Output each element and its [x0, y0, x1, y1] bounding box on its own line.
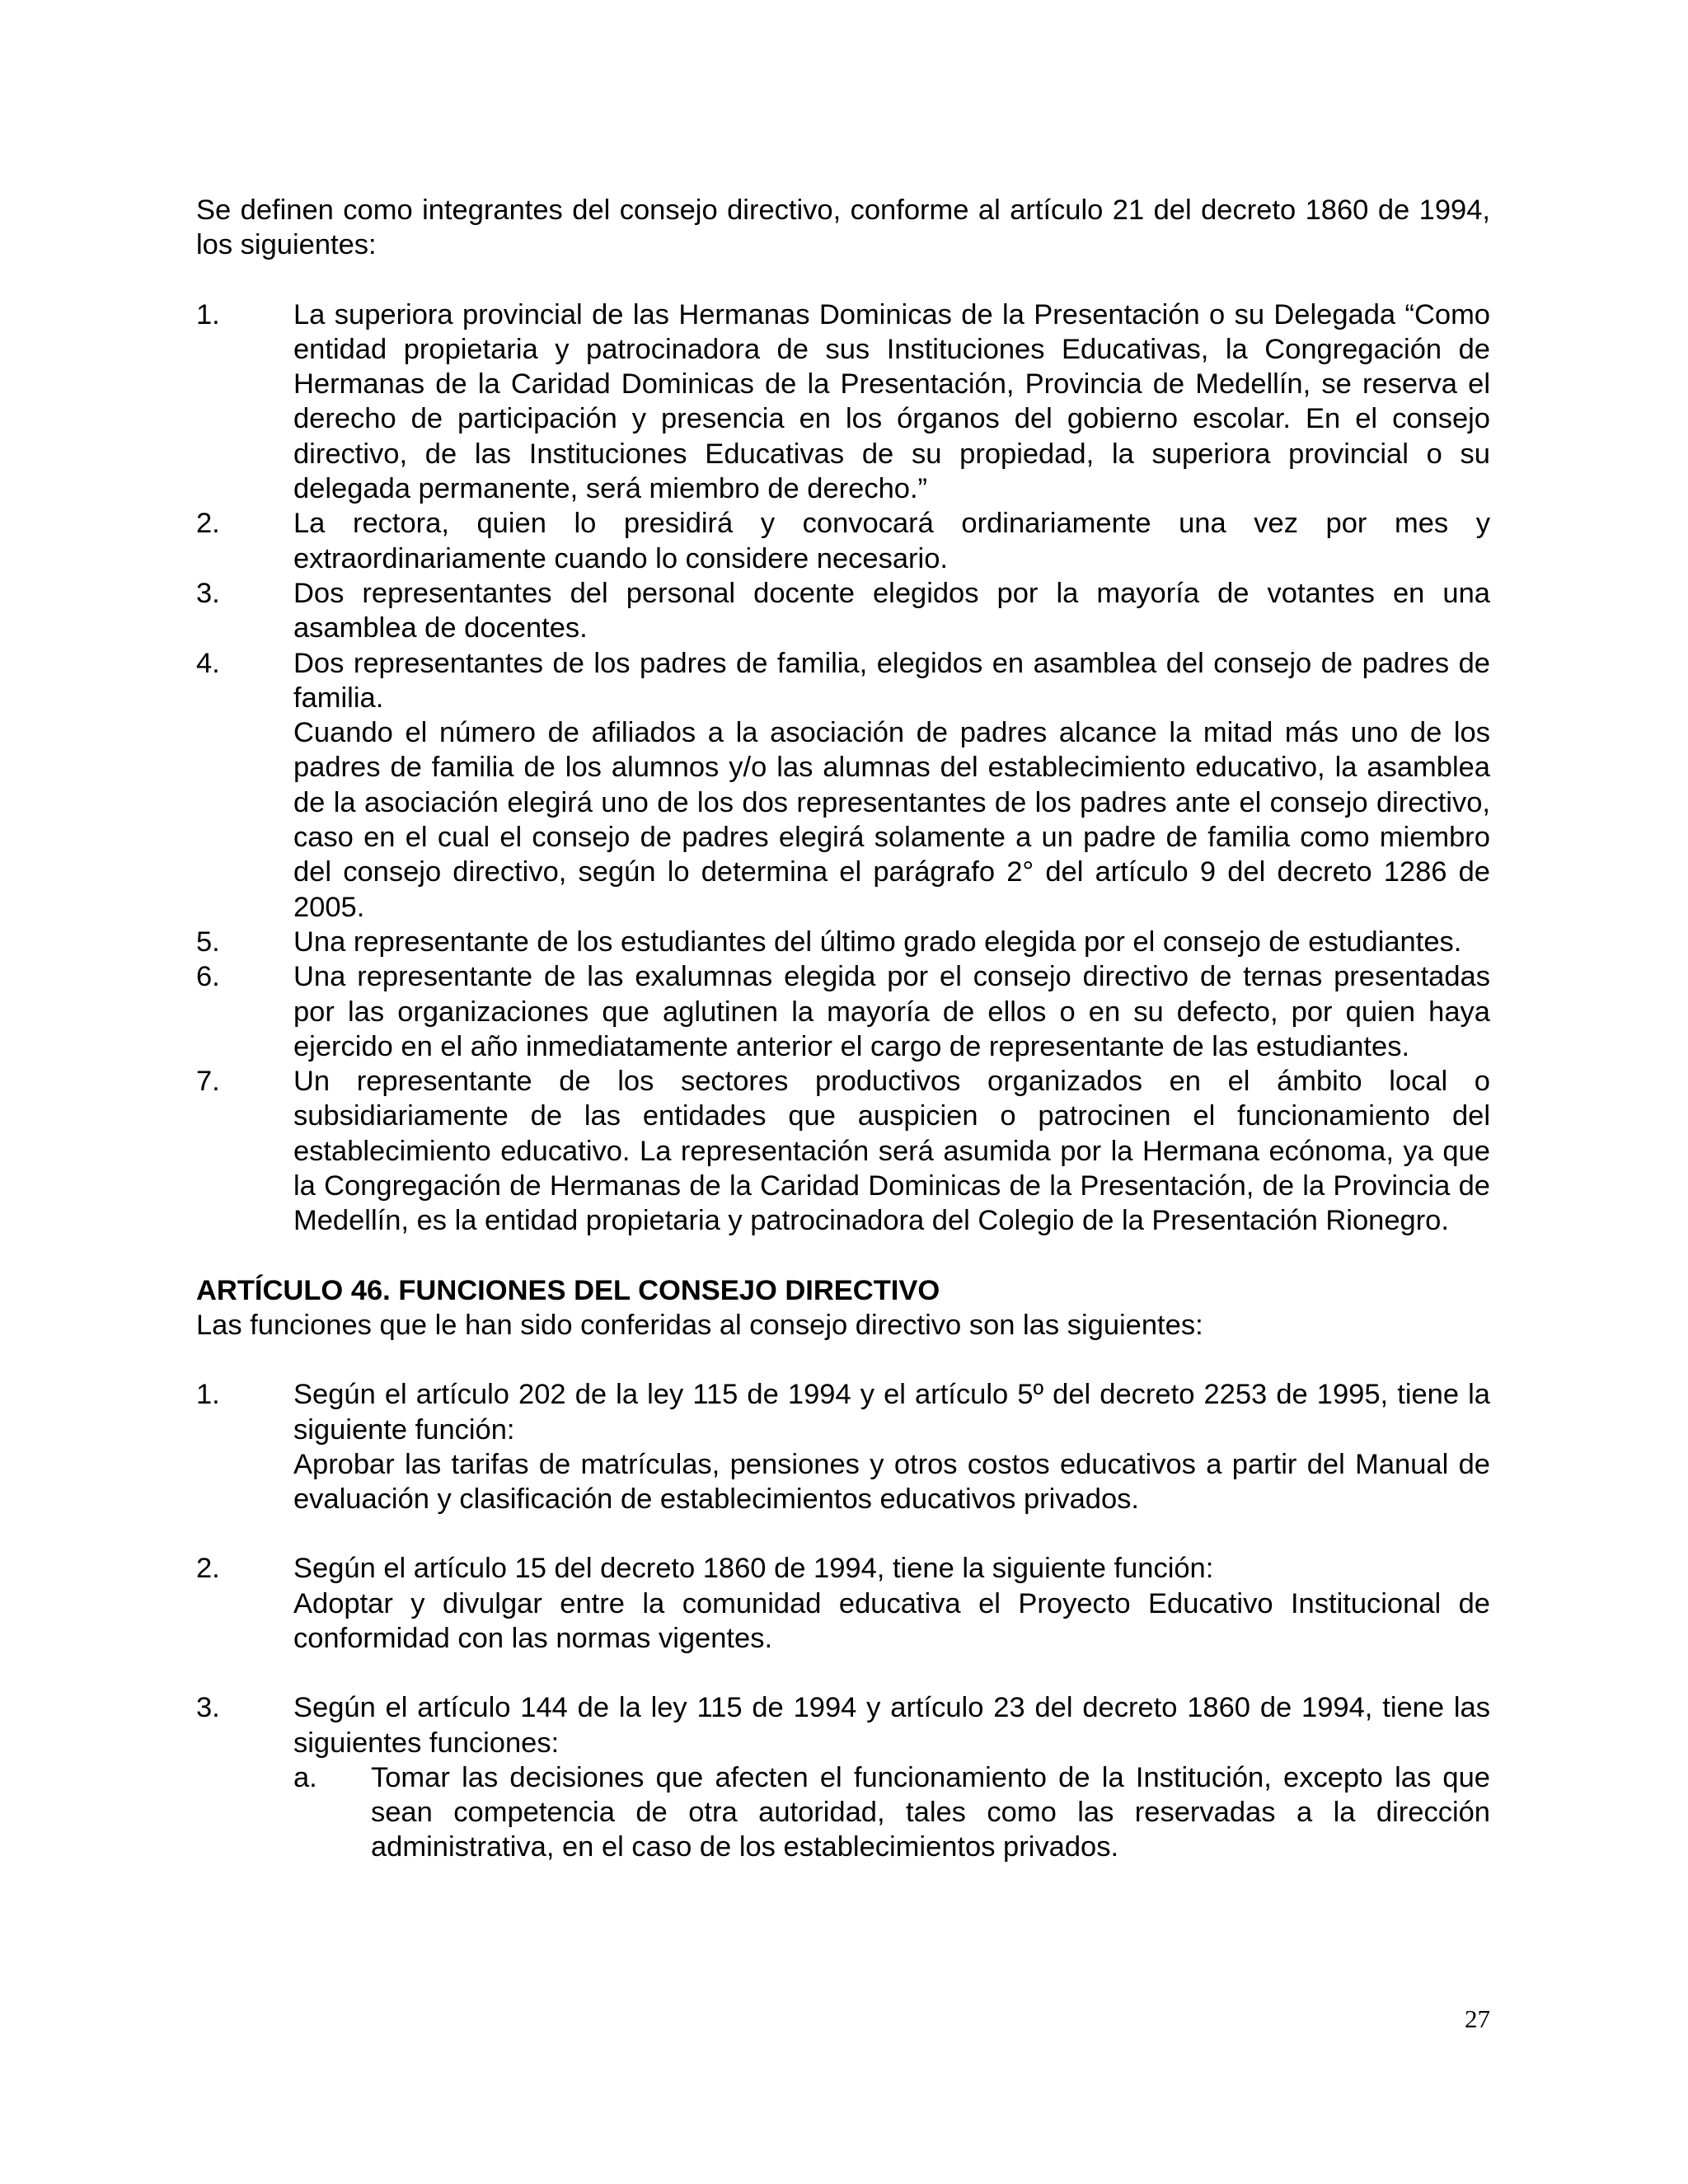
sub-list-letter: a. [293, 1761, 317, 1793]
article-intro: Las funciones que le han sido conferidas al consejo directivo son las siguientes: [196, 1309, 1203, 1341]
list-number: 2. [196, 508, 220, 540]
sub-list-item [293, 1760, 1490, 1865]
list-number: 1. [196, 298, 220, 330]
list-text: Según el artículo 15 del decreto 1860 de 1994, tiene la siguiente función: [293, 1553, 1214, 1585]
list-text: La rectora, quien lo presidirá y convocará ordinariamente una vez por mes y extraordinariamente cuando lo considere necesario. [293, 508, 1490, 574]
spacer [196, 1656, 1490, 1690]
members-list [196, 298, 1490, 1239]
list-text-extra: Cuando el número de afiliados a la asociación de padres alcance la mitad más uno de los padres de familia de los alumnos y/o las alumnas del establecimiento educativo, la asamblea de la asociación elegirá uno de los dos representantes de los padres ante el consejo directivo, caso en el cual el consejo de padres elegirá solamente a un padre de familia como miembro del consejo directivo, según lo determina el parágrafo 2° del artículo 9 del decreto 1286 de 2005. [293, 717, 1490, 923]
list-item [196, 1551, 1490, 1656]
spacer [196, 1516, 1490, 1551]
list-number: 4. [196, 647, 220, 679]
list-item [196, 576, 1490, 646]
list-item [196, 646, 1490, 925]
list-item [196, 1690, 1490, 1864]
list-text: Según el artículo 144 de la ley 115 de 1994 y artículo 23 del decreto 1860 de 1994, tiene las siguientes funciones: [293, 1692, 1490, 1759]
list-number: 6. [196, 961, 220, 993]
spacer [196, 1239, 1490, 1273]
list-number: 2. [196, 1553, 220, 1585]
list-item [196, 959, 1490, 1064]
list-text: Una representante de las exalumnas elegida por el consejo directivo de ternas presentadas por las organizaciones que aglutinen la mayoría de ellos o en su defecto, por quien haya ejercido en el año inmediatamente anterior el cargo de representante de las estudiantes. [293, 961, 1490, 1062]
list-text-group [293, 1377, 1490, 1516]
list-text-group [293, 1551, 1490, 1656]
list-text: Dos representantes del personal docente elegidos por la mayoría de votantes en una asamblea de docentes. [293, 577, 1490, 644]
list-text-group [293, 646, 1490, 925]
list-text-extra: Adoptar y divulgar entre la comunidad educativa el Proyecto Educativo Institucional de conformidad con las normas vigentes. [293, 1587, 1490, 1654]
list-text: La superiora provincial de las Hermanas Dominicas de la Presentación o su Delegada “Como entidad propietaria y patrocinadora de sus Instituciones Educativas, la Congregación de Hermanas de la Caridad Dominicas de la Presentación, Provincia de Medellín, se reserva el derecho de participación y presencia en los órganos del gobierno escolar. En el consejo directivo, de las Instituciones Educativas de su propiedad, la superiora provincial o su delegada permanente, será miembro de derecho.” [293, 298, 1490, 505]
list-number: 7. [196, 1066, 220, 1098]
list-text: Una representante de los estudiantes del último grado elegida por el consejo de estudiantes. [293, 926, 1462, 958]
list-item [196, 925, 1490, 959]
spacer [196, 1343, 1490, 1377]
functions-list [196, 1377, 1490, 1865]
list-number: 3. [196, 1692, 220, 1724]
list-item [196, 506, 1490, 576]
list-text-extra: Aprobar las tarifas de matrículas, pensiones y otros costos educativos a partir del Manual de evaluación y clasificación de establecimientos educativos privados. [293, 1448, 1490, 1516]
list-item [196, 1377, 1490, 1516]
list-text-group [293, 1690, 1490, 1864]
article-heading: ARTÍCULO 46. FUNCIONES DEL CONSEJO DIRECTIVO [196, 1274, 940, 1306]
list-text: Dos representantes de los padres de familia, elegidos en asamblea del consejo de padres de familia. [293, 647, 1490, 714]
list-number: 5. [196, 926, 220, 958]
list-item [196, 298, 1490, 507]
list-item [196, 1064, 1490, 1238]
list-text: Según el artículo 202 de la ley 115 de 1994 y el artículo 5º del decreto 2253 de 1995, tiene la siguiente función: [293, 1379, 1490, 1446]
page-number: 27 [1465, 2004, 1490, 2033]
spacer [196, 263, 1490, 298]
page-content [196, 193, 1490, 1865]
list-number: 1. [196, 1379, 220, 1411]
sub-list-text: Tomar las decisiones que afecten el funcionamiento de la Institución, excepto las que sean competencia de otra autoridad, tales como las reservadas a la dirección administrativa, en el caso de los establecimientos privados. [371, 1761, 1490, 1863]
list-text: Un representante de los sectores productivos organizados en el ámbito local o subsidiariamente de las entidades que auspicien o patrocinen el funcionamiento del establecimiento educativo. La representación será asumida por la Hermana ecónoma, ya que la Congregación de Hermanas de la Caridad Dominicas de la Presentación, de la Provincia de Medellín, es la entidad propietaria y patrocinadora del Colegio de la Presentación Rionegro. [293, 1066, 1490, 1237]
list-number: 3. [196, 577, 220, 609]
intro-paragraph: Se definen como integrantes del consejo directivo, conforme al artículo 21 del decreto 1860 de 1994, los siguientes: [196, 194, 1490, 261]
